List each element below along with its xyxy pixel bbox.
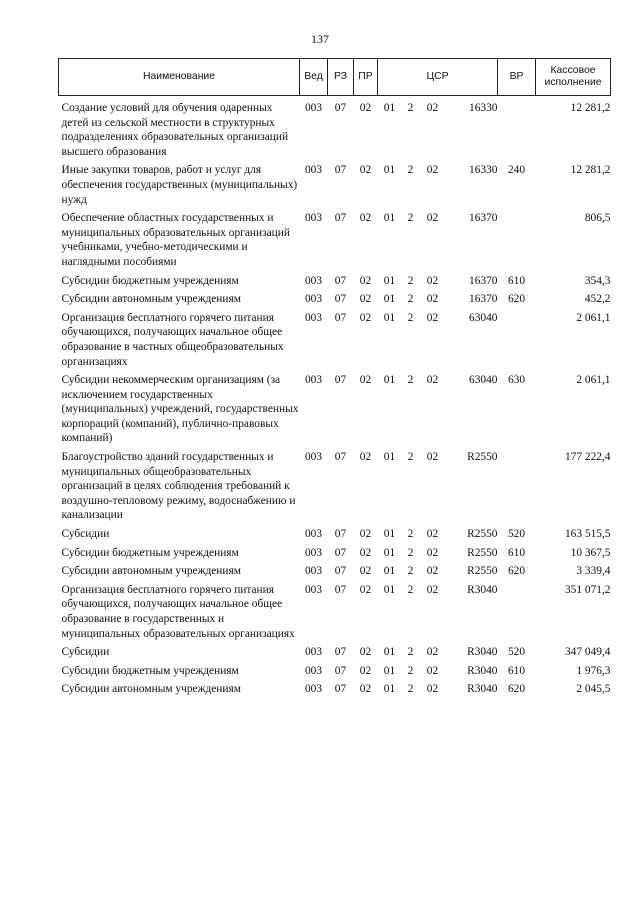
row-name: Субсидии <box>61 646 110 659</box>
row-amount: 163 515,5 <box>564 528 611 541</box>
row-csr-main-activity: 02 <box>426 683 439 696</box>
row-vr: 610 <box>507 274 526 287</box>
row-csr-direction: R3040 <box>467 683 498 696</box>
row-csr-subprogram: 2 <box>407 102 414 114</box>
row-rz: 07 <box>334 546 347 559</box>
row-csr-subprogram: 2 <box>407 451 414 464</box>
row-amount: 2 045,5 <box>576 683 611 696</box>
row-name: Организация бесплатного горячего питания обучающихся, получающих начальное общее образование в частных общеобразовательных организациях <box>61 311 284 368</box>
row-csr-main-activity: 02 <box>426 164 439 177</box>
row-csr-program: 01 <box>383 451 396 464</box>
row-ved: 003 <box>304 212 323 225</box>
row-csr-direction: 16370 <box>469 293 498 306</box>
row-csr-main-activity: 02 <box>426 664 439 677</box>
row-csr-subprogram: 2 <box>407 646 414 659</box>
row-pr: 02 <box>359 274 372 287</box>
table-row <box>59 96 611 164</box>
table-header-row <box>59 59 611 96</box>
row-amount: 10 367,5 <box>570 546 611 559</box>
row-csr-direction: 63040 <box>469 374 498 387</box>
row-csr-direction: 63040 <box>469 311 498 324</box>
row-vr: 620 <box>507 293 526 306</box>
row-rz: 07 <box>334 164 347 177</box>
row-ved: 003 <box>304 583 323 596</box>
table-row <box>59 373 611 450</box>
row-vr <box>498 96 536 164</box>
row-amount: 2 061,1 <box>576 374 611 387</box>
row-csr-main-activity: 02 <box>426 274 439 287</box>
row-vr: 520 <box>507 528 526 541</box>
header-pr: ПР <box>354 59 378 96</box>
row-amount: 347 049,4 <box>564 646 611 659</box>
table-row <box>59 527 611 546</box>
row-name: Создание условий для обучения одаренных детей из сельской местности в структурных подразделениях образовательных организаций высшего образования <box>61 102 289 158</box>
row-csr-direction: R3040 <box>467 583 498 596</box>
row-amount: 351 071,2 <box>564 583 611 596</box>
table-row <box>59 664 611 683</box>
row-name: Субсидии автономным учреждениям <box>61 565 241 578</box>
row-vr <box>498 450 536 527</box>
row-name: Обеспечение областных государственных и муниципальных образовательных организаций учебниками, учебно-методическими и наглядными пособиями <box>61 212 290 268</box>
row-csr-direction: R2550 <box>467 451 498 464</box>
row-rz: 07 <box>334 102 347 114</box>
row-csr-program: 01 <box>383 274 396 287</box>
table-row <box>59 311 611 373</box>
row-pr: 02 <box>359 683 372 696</box>
row-name: Благоустройство зданий государственных и муниципальных общеобразовательных организаций в целях соблюдения требований к воздушно-тепловому режиму, водоснабжению и канализации <box>61 451 296 522</box>
row-vr: 620 <box>507 683 526 696</box>
row-rz: 07 <box>334 646 347 659</box>
row-amount: 1 976,3 <box>576 664 611 677</box>
row-csr-main-activity: 02 <box>426 102 439 114</box>
row-csr-subprogram: 2 <box>407 565 414 578</box>
row-csr-direction: R2550 <box>467 546 498 559</box>
header-name: Наименование <box>59 59 300 96</box>
row-csr-program: 01 <box>383 102 396 114</box>
row-csr-direction: R3040 <box>467 646 498 659</box>
row-csr-main-activity: 02 <box>426 528 439 541</box>
row-rz: 07 <box>334 451 347 464</box>
row-amount: 2 061,1 <box>576 311 611 324</box>
row-name: Субсидии бюджетным учреждениям <box>61 664 239 677</box>
row-amount: 177 222,4 <box>564 451 611 464</box>
row-amount: 452,2 <box>584 293 611 306</box>
row-csr-direction: 16370 <box>469 212 498 225</box>
row-csr-subprogram: 2 <box>407 164 414 177</box>
header-csr: ЦСР <box>378 59 498 96</box>
table-row <box>59 211 611 273</box>
row-ved: 003 <box>304 451 323 464</box>
row-ved: 003 <box>304 528 323 541</box>
header-amount: Кассовое исполнение <box>536 59 611 96</box>
row-vr: 520 <box>507 646 526 659</box>
row-csr-direction: 16330 <box>469 102 498 114</box>
row-pr: 02 <box>359 102 372 114</box>
row-rz: 07 <box>334 664 347 677</box>
row-csr-subprogram: 2 <box>407 546 414 559</box>
row-csr-direction: R2550 <box>467 565 498 578</box>
row-csr-direction: 16330 <box>469 164 498 177</box>
table-row <box>59 163 611 211</box>
table-row <box>59 450 611 527</box>
row-name: Организация бесплатного горячего питания обучающихся, получающих начальное общее образование в государственных и муниципальных образовательных организациях <box>61 583 295 640</box>
row-name: Субсидии автономным учреждениям <box>61 683 241 696</box>
row-ved: 003 <box>304 164 323 177</box>
row-csr-main-activity: 02 <box>426 565 439 578</box>
table-body <box>59 96 611 701</box>
row-vr: 610 <box>507 664 526 677</box>
row-rz: 07 <box>334 565 347 578</box>
row-csr-subprogram: 2 <box>407 683 414 696</box>
row-pr: 02 <box>359 374 372 387</box>
row-pr: 02 <box>359 565 372 578</box>
row-pr: 02 <box>359 528 372 541</box>
row-vr: 610 <box>507 546 526 559</box>
row-pr: 02 <box>359 451 372 464</box>
row-csr-subprogram: 2 <box>407 583 414 596</box>
row-csr-program: 01 <box>383 528 396 541</box>
row-csr-direction: R2550 <box>467 528 498 541</box>
row-rz: 07 <box>334 683 347 696</box>
table-row <box>59 583 611 645</box>
row-rz: 07 <box>334 583 347 596</box>
table-row <box>59 645 611 664</box>
row-csr-program: 01 <box>383 374 396 387</box>
row-pr: 02 <box>359 311 372 324</box>
row-amount: 354,3 <box>584 274 611 287</box>
row-ved: 003 <box>304 293 323 306</box>
row-rz: 07 <box>334 311 347 324</box>
row-pr: 02 <box>359 293 372 306</box>
row-pr: 02 <box>359 583 372 596</box>
row-rz: 07 <box>334 293 347 306</box>
header-vr: ВР <box>498 59 536 96</box>
row-csr-program: 01 <box>383 583 396 596</box>
row-csr-main-activity: 02 <box>426 293 439 306</box>
row-ved: 003 <box>304 646 323 659</box>
row-csr-main-activity: 02 <box>426 546 439 559</box>
row-csr-program: 01 <box>383 293 396 306</box>
row-amount: 12 281,2 <box>570 102 611 114</box>
row-csr-subprogram: 2 <box>407 274 414 287</box>
row-vr <box>498 311 536 373</box>
row-ved: 003 <box>304 374 323 387</box>
row-rz: 07 <box>334 212 347 225</box>
row-rz: 07 <box>334 528 347 541</box>
row-vr: 620 <box>507 565 526 578</box>
row-csr-main-activity: 02 <box>426 311 439 324</box>
table-row <box>59 292 611 311</box>
row-csr-main-activity: 02 <box>426 451 439 464</box>
row-name: Субсидии <box>61 528 110 541</box>
row-name: Субсидии бюджетным учреждениям <box>61 546 239 559</box>
row-csr-main-activity: 02 <box>426 583 439 596</box>
row-csr-subprogram: 2 <box>407 293 414 306</box>
budget-table <box>58 58 611 701</box>
row-vr: 240 <box>507 164 526 177</box>
row-amount: 806,5 <box>584 212 611 225</box>
table-row <box>59 546 611 565</box>
row-csr-main-activity: 02 <box>426 212 439 225</box>
row-rz: 07 <box>334 374 347 387</box>
row-csr-program: 01 <box>383 683 396 696</box>
row-csr-program: 01 <box>383 212 396 225</box>
row-pr: 02 <box>359 164 372 177</box>
row-csr-subprogram: 2 <box>407 212 414 225</box>
row-amount: 12 281,2 <box>570 164 611 177</box>
table-row <box>59 682 611 701</box>
row-csr-program: 01 <box>383 664 396 677</box>
row-csr-direction: 16370 <box>469 274 498 287</box>
row-csr-main-activity: 02 <box>426 374 439 387</box>
row-ved: 003 <box>304 565 323 578</box>
row-csr-subprogram: 2 <box>407 664 414 677</box>
header-ved: Вед <box>300 59 328 96</box>
row-vr <box>498 583 536 645</box>
row-name: Субсидии автономным учреждениям <box>61 293 241 306</box>
row-pr: 02 <box>359 212 372 225</box>
row-ved: 003 <box>304 546 323 559</box>
page-number: 137 <box>311 32 329 46</box>
row-csr-main-activity: 02 <box>426 646 439 659</box>
row-ved: 003 <box>304 683 323 696</box>
row-name: Субсидии бюджетным учреждениям <box>61 274 239 287</box>
row-pr: 02 <box>359 664 372 677</box>
row-csr-program: 01 <box>383 646 396 659</box>
row-vr <box>498 211 536 273</box>
row-ved: 003 <box>304 274 323 287</box>
row-csr-subprogram: 2 <box>407 311 414 324</box>
row-pr: 02 <box>359 646 372 659</box>
row-csr-program: 01 <box>383 311 396 324</box>
table-row <box>59 274 611 293</box>
row-csr-program: 01 <box>383 546 396 559</box>
row-csr-direction: R3040 <box>467 664 498 677</box>
row-name: Иные закупки товаров, работ и услуг для обеспечения государственных (муниципальных) нужд <box>61 164 298 206</box>
row-csr-subprogram: 2 <box>407 374 414 387</box>
row-ved: 003 <box>304 102 323 114</box>
row-vr: 630 <box>507 374 526 387</box>
row-amount: 3 339,4 <box>576 565 611 578</box>
row-pr: 02 <box>359 546 372 559</box>
table-row <box>59 564 611 583</box>
row-csr-program: 01 <box>383 164 396 177</box>
header-rz: РЗ <box>328 59 354 96</box>
row-rz: 07 <box>334 274 347 287</box>
row-csr-program: 01 <box>383 565 396 578</box>
row-csr-subprogram: 2 <box>407 528 414 541</box>
row-ved: 003 <box>304 664 323 677</box>
row-ved: 003 <box>304 311 323 324</box>
row-name: Субсидии некоммерческим организациям (за исключением государственных (муниципальных) учреждений, государственных корпораций (компаний), публично-правовых компаний) <box>61 374 299 445</box>
